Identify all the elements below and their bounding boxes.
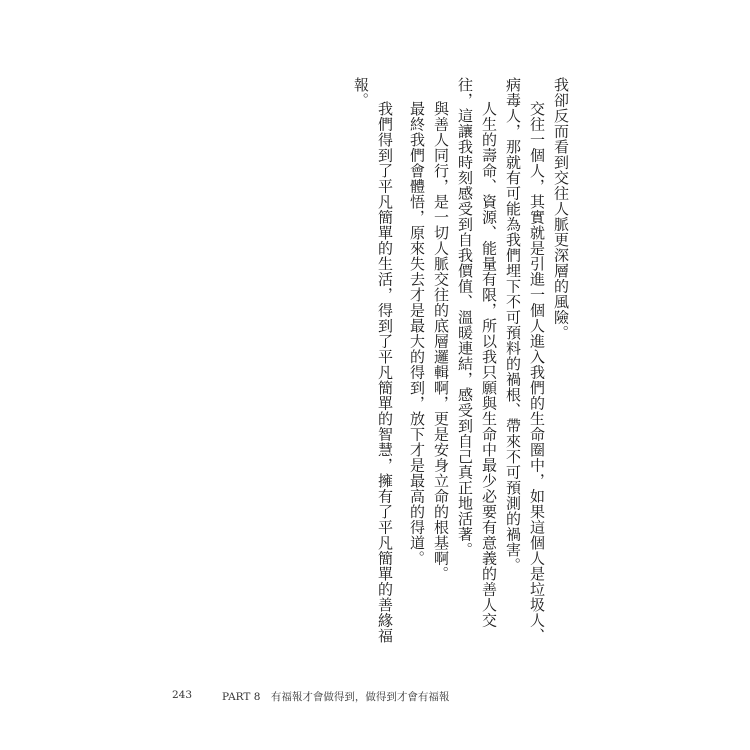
- text-column-1: 我卻反而看到交往人脈更深層的風險。: [552, 77, 570, 341]
- text-column-6: 與善人同行，是一切人脈交往的底層邏輯啊，更是安身立命的根基啊。: [432, 101, 450, 582]
- page-number: 243: [172, 689, 193, 701]
- text-column-5: 往，這讓我時刻感受到自我價值、溫暖連結，感受到自己真正地活著。: [456, 77, 474, 558]
- text-column-3: 病毒人，那就有可能為我們埋下不可預料的禍根、帶來不可預測的禍害。: [504, 77, 522, 573]
- text-column-8: 我們得到了平凡簡單的生活，得到了平凡簡單的智慧，擁有了平凡簡單的善緣福: [376, 101, 394, 644]
- text-column-4: 人生的壽命、資源、能量有限，所以我只願與生命中最少必要有意義的善人交: [480, 101, 498, 628]
- text-column-7: 最終我們會體悟，原來失去才是最大的得到，放下才是最高的得道。: [408, 101, 426, 566]
- running-head: PART 8 有福報才會做得到，做得到才會有福報: [222, 691, 450, 703]
- text-column-2: 交往一個人，其實就是引進一個人進入我們的生命圈中，如果這個人是垃圾人、: [528, 101, 546, 644]
- text-column-9: 報。: [352, 77, 370, 108]
